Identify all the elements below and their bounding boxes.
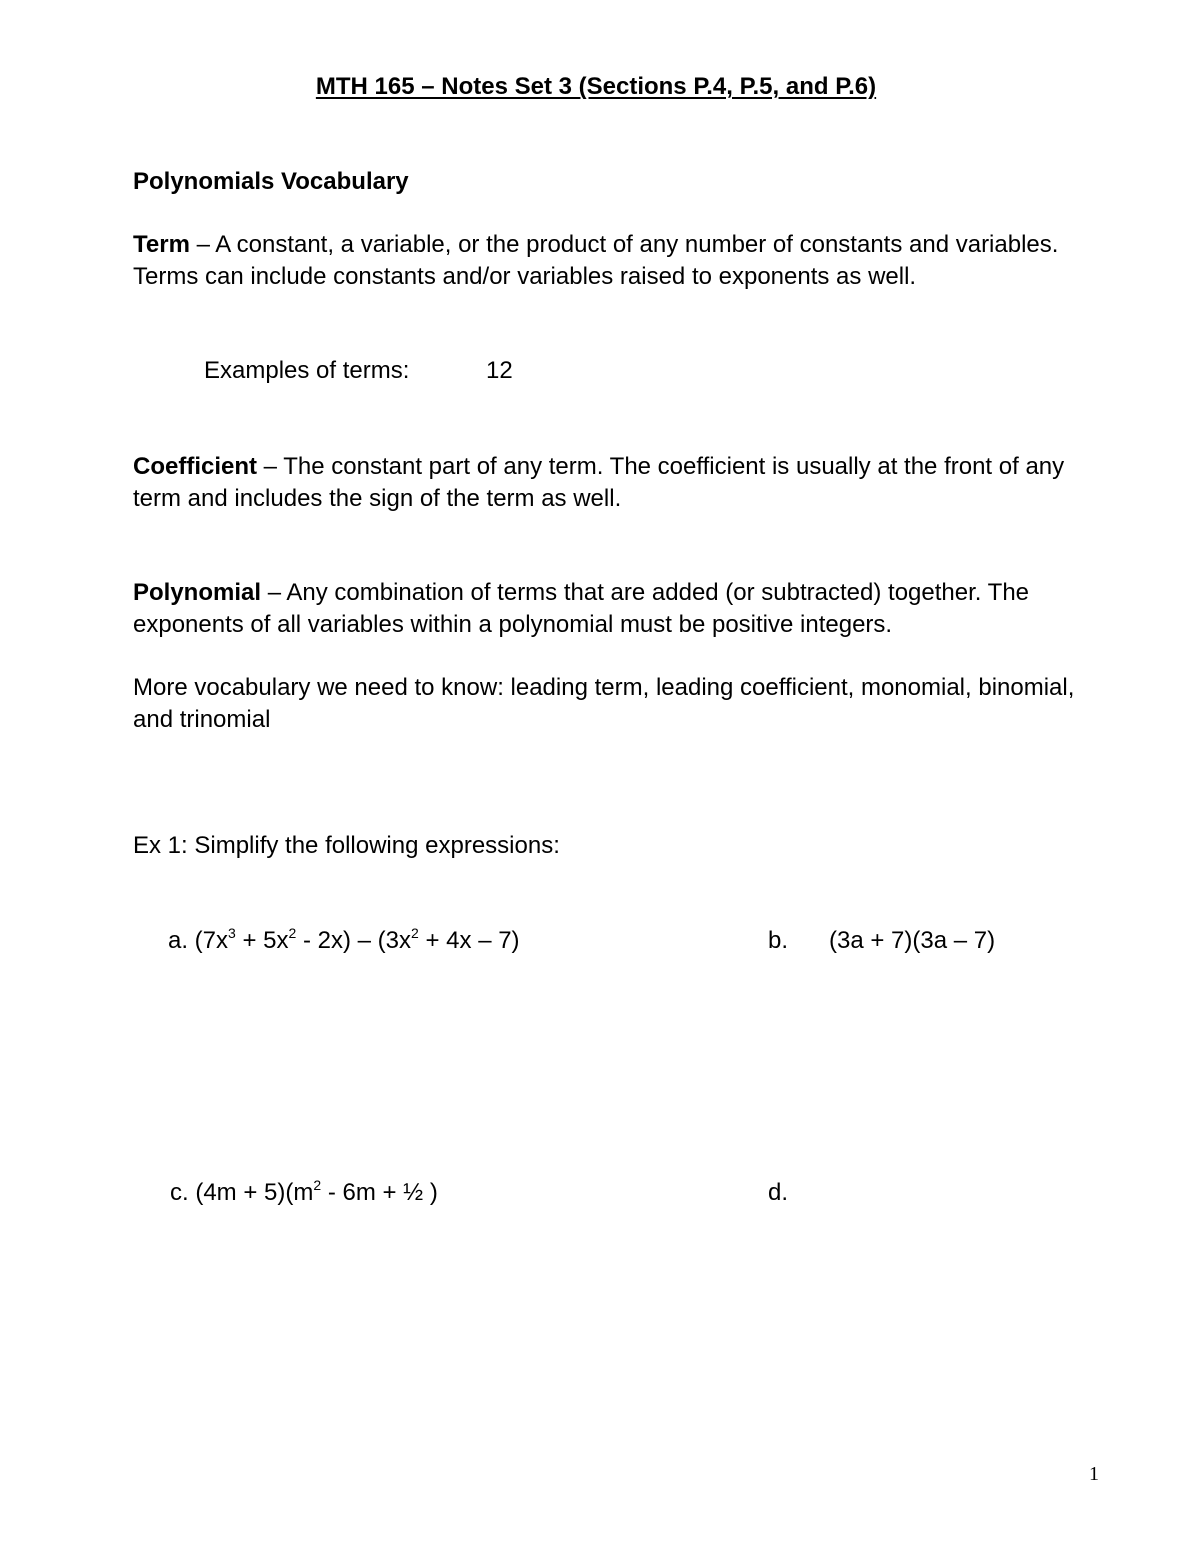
term-text: A constant, a variable, or the product of any number of constants and variables. Terms can include constants and/or variables raised to exponents as well.: [133, 231, 1059, 290]
problem-a-exponent: 3: [228, 925, 236, 941]
problem-a-label: a.: [168, 927, 189, 954]
problem-d-label: d.: [768, 1179, 789, 1206]
polynomial-label: Polynomial: [133, 579, 262, 606]
page-title: MTH 165 – Notes Set 3 (Sections P.4, P.5, and P.6): [315, 73, 877, 100]
page-number: 1: [1089, 1463, 1099, 1485]
examples-value: 12: [486, 357, 513, 384]
problem-a-exponent: 2: [411, 925, 419, 941]
polynomial-dash: –: [261, 579, 287, 606]
coefficient-definition: [133, 451, 1113, 515]
problem-a: [168, 925, 520, 957]
problem-a-part: (7x: [188, 927, 229, 954]
problem-a-part: + 5x: [235, 927, 289, 954]
term-dash: –: [189, 231, 216, 258]
problem-b-label: b.: [768, 927, 789, 954]
problem-a-part: + 4x – 7): [418, 927, 520, 954]
coefficient-text: The constant part of any term. The coefficient is usually at the front of any term and includes the sign of the term as well.: [133, 453, 1065, 512]
problem-c-part: (4m + 5)(m: [188, 1179, 314, 1206]
more-vocabulary: More vocabulary we need to know: leading term, leading coefficient, monomial, binomial, and trinomial: [133, 674, 1075, 733]
coefficient-label: Coefficient: [133, 453, 258, 480]
coefficient-dash: –: [257, 453, 284, 480]
problem-a-exponent: 2: [288, 925, 297, 941]
problem-c-exponent: 2: [313, 1177, 322, 1193]
exercise-heading: Ex 1: Simplify the following expressions:: [133, 832, 560, 859]
problem-a-part: - 2x) – (3x: [296, 927, 412, 954]
problem-b-expression: (3a + 7)(3a – 7): [829, 927, 996, 954]
term-definition: [133, 229, 1113, 293]
examples-label: Examples of terms:: [204, 357, 410, 384]
problem-c-label: c.: [170, 1179, 189, 1206]
term-label: Term: [133, 231, 190, 258]
polynomial-text: Any combination of terms that are added (or subtracted) together. The exponents of all variables within a polynomial must be positive integers.: [133, 579, 1030, 638]
problem-c: [170, 1177, 438, 1209]
polynomial-definition: [133, 577, 1113, 641]
problem-c-part: - 6m + ½ ): [321, 1179, 438, 1206]
section-heading: Polynomials Vocabulary: [133, 168, 409, 195]
